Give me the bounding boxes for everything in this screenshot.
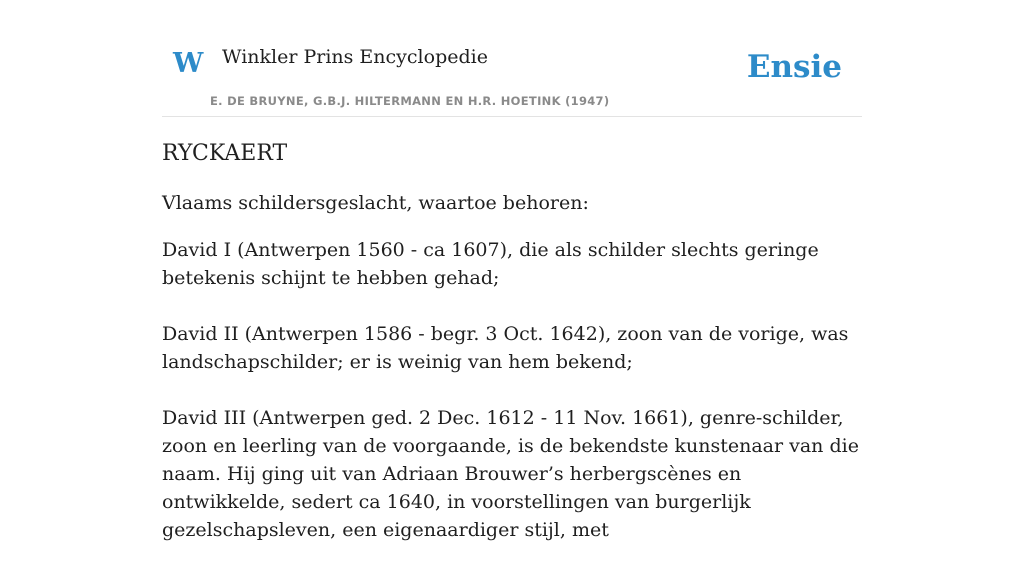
publication-title[interactable]: Winkler Prins Encyclopedie	[222, 46, 488, 68]
article-paragraph: David I (Antwerpen 1560 - ca 1607), die als schilder slechts geringe betekenis schijnt te hebben gehad;	[162, 238, 819, 289]
article-content	[162, 140, 862, 563]
publication-authors: E. DE BRUYNE, G.B.J. HILTERMANN EN H.R. HOETINK (1947)	[210, 94, 610, 108]
winkler-prins-logo[interactable]: W	[173, 48, 204, 79]
ensie-brand-logo[interactable]: Ensie	[746, 49, 842, 85]
article-paragraph: Vlaams schildersgeslacht, waartoe behoren:	[162, 191, 589, 214]
publication-header	[162, 0, 862, 117]
article-paragraph: David III (Antwerpen ged. 2 Dec. 1612 - 11 Nov. 1661), genre-schilder, zoon en leerling van de voorgaande, is de bekendste kunstenaar van die naam. Hij ging uit van Adriaan Brouwer’s herbergscènes en ontwikkelde, sedert ca 1640, in voorstellingen van burgerlijk gezelschapsleven, een eigenaardiger stijl, met	[162, 406, 859, 541]
article-paragraph: David II (Antwerpen 1586 - begr. 3 Oct. 1642), zoon van de vorige, was landschapschilder; er is weinig van hem bekend;	[162, 322, 849, 373]
article-title: RYCKAERT	[162, 141, 288, 166]
